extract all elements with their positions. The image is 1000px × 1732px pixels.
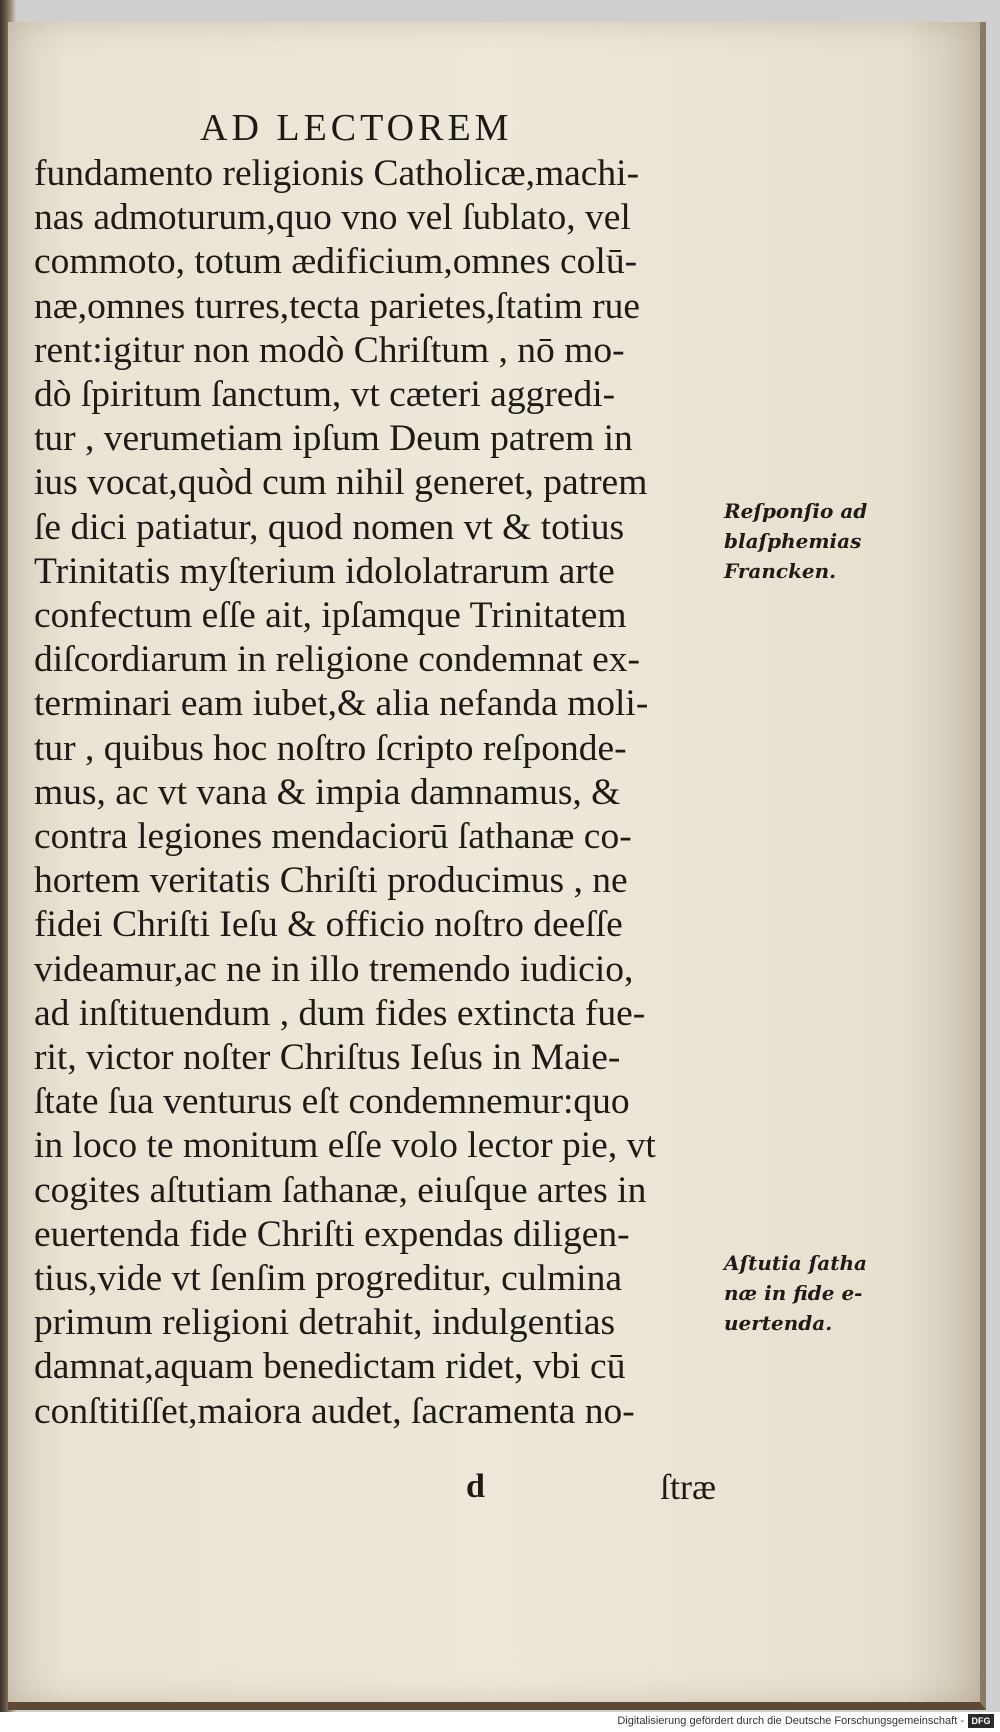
text-line: tur , quibus hoc noſtro ſcripto reſponde-: [34, 727, 627, 769]
text-line: nas admoturum,quo vno vel ſublato, vel: [34, 197, 631, 239]
margin-note-line: Francken.: [724, 559, 837, 583]
text-line: Trinitatis myſterium idololatrarum arte: [34, 550, 615, 592]
text-line: næ,omnes turres,tecta parietes,ſtatim rue: [34, 285, 641, 327]
text-line: damnat,aquam benedictam ridet, vbi cū: [34, 1346, 626, 1388]
text-line: ius vocat,quòd cum nihil generet, patrem: [34, 462, 648, 504]
footer-credit: Digitalisierung gefördert durch die Deutsche Forschungsgemeinschaft -: [617, 1715, 964, 1727]
text-line: commoto, totum ædificium,omnes colū-: [34, 241, 638, 283]
text-line: ſtate ſua venturus eſt condemnemur:quo: [34, 1081, 630, 1123]
margin-note-line: blaſphemias: [724, 529, 862, 553]
text-line: rent:igitur non modò Chriſtum , nō mo-: [34, 329, 625, 371]
text-line: fidei Chriſti Ieſu & officio noſtro deeſſe: [34, 904, 623, 946]
text-line: ſe dici patiatur, quod nomen vt & totius: [34, 506, 625, 548]
text-line: terminari eam iubet,& alia nefanda moli-: [34, 683, 649, 725]
margin-note-astutia: [724, 1248, 894, 1338]
running-head: AD LECTOREM: [200, 107, 513, 149]
signature-mark: d: [466, 1468, 485, 1505]
text-line: primum religioni detrahit, indulgentias: [34, 1302, 616, 1344]
margin-note-line: Aſtutia ſatha: [724, 1251, 867, 1275]
margin-note-line: Reſponſio ad: [724, 499, 868, 523]
text-line: euertenda fide Chriſti expendas diligen-: [34, 1213, 630, 1255]
text-line: tur , verumetiam ipſum Deum patrem in: [34, 418, 633, 460]
catchword: ſtræ: [660, 1467, 717, 1507]
text-line: hortem veritatis Chriſti producimus , ne: [34, 860, 628, 902]
text-line: conſtitiſſet,maiora audet, ſacramenta no-: [34, 1390, 635, 1432]
margin-note-line: næ in fide e-: [724, 1281, 863, 1305]
text-line: videamur,ac ne in illo tremendo iudicio,: [34, 948, 634, 990]
margin-note-line: uertenda.: [724, 1311, 833, 1335]
text-line: rit, victor noſter Chriſtus Ieſus in Maie-: [34, 1037, 621, 1079]
text-line: dò ſpiritum ſanctum, vt cæteri aggredi-: [34, 374, 616, 416]
dfg-logo: DFG: [968, 1714, 994, 1728]
text-line: fundamento religionis Catholicæ,machi-: [34, 153, 640, 194]
text-line: mus, ac vt vana & impia damnamus, &: [34, 771, 621, 813]
text-line: in loco te monitum eſſe volo lector pie, vt: [34, 1125, 656, 1167]
text-line: confectum eſſe ait, ipſamque Trinitatem: [34, 595, 627, 637]
margin-note-response: [724, 496, 894, 586]
text-line: ad inſtituendum , dum fides extincta fue-: [34, 992, 646, 1034]
text-line: cogites aſtutiam ſathanæ, eiuſque artes in: [34, 1169, 647, 1211]
text-line: contra legiones mendaciorū ſathanæ co-: [34, 816, 632, 858]
text-line: diſcordiarum in religione condemnat ex-: [34, 639, 641, 681]
text-line: tius,vide vt ſenſim progreditur, culmina: [34, 1258, 622, 1300]
body-text: [34, 152, 724, 1434]
